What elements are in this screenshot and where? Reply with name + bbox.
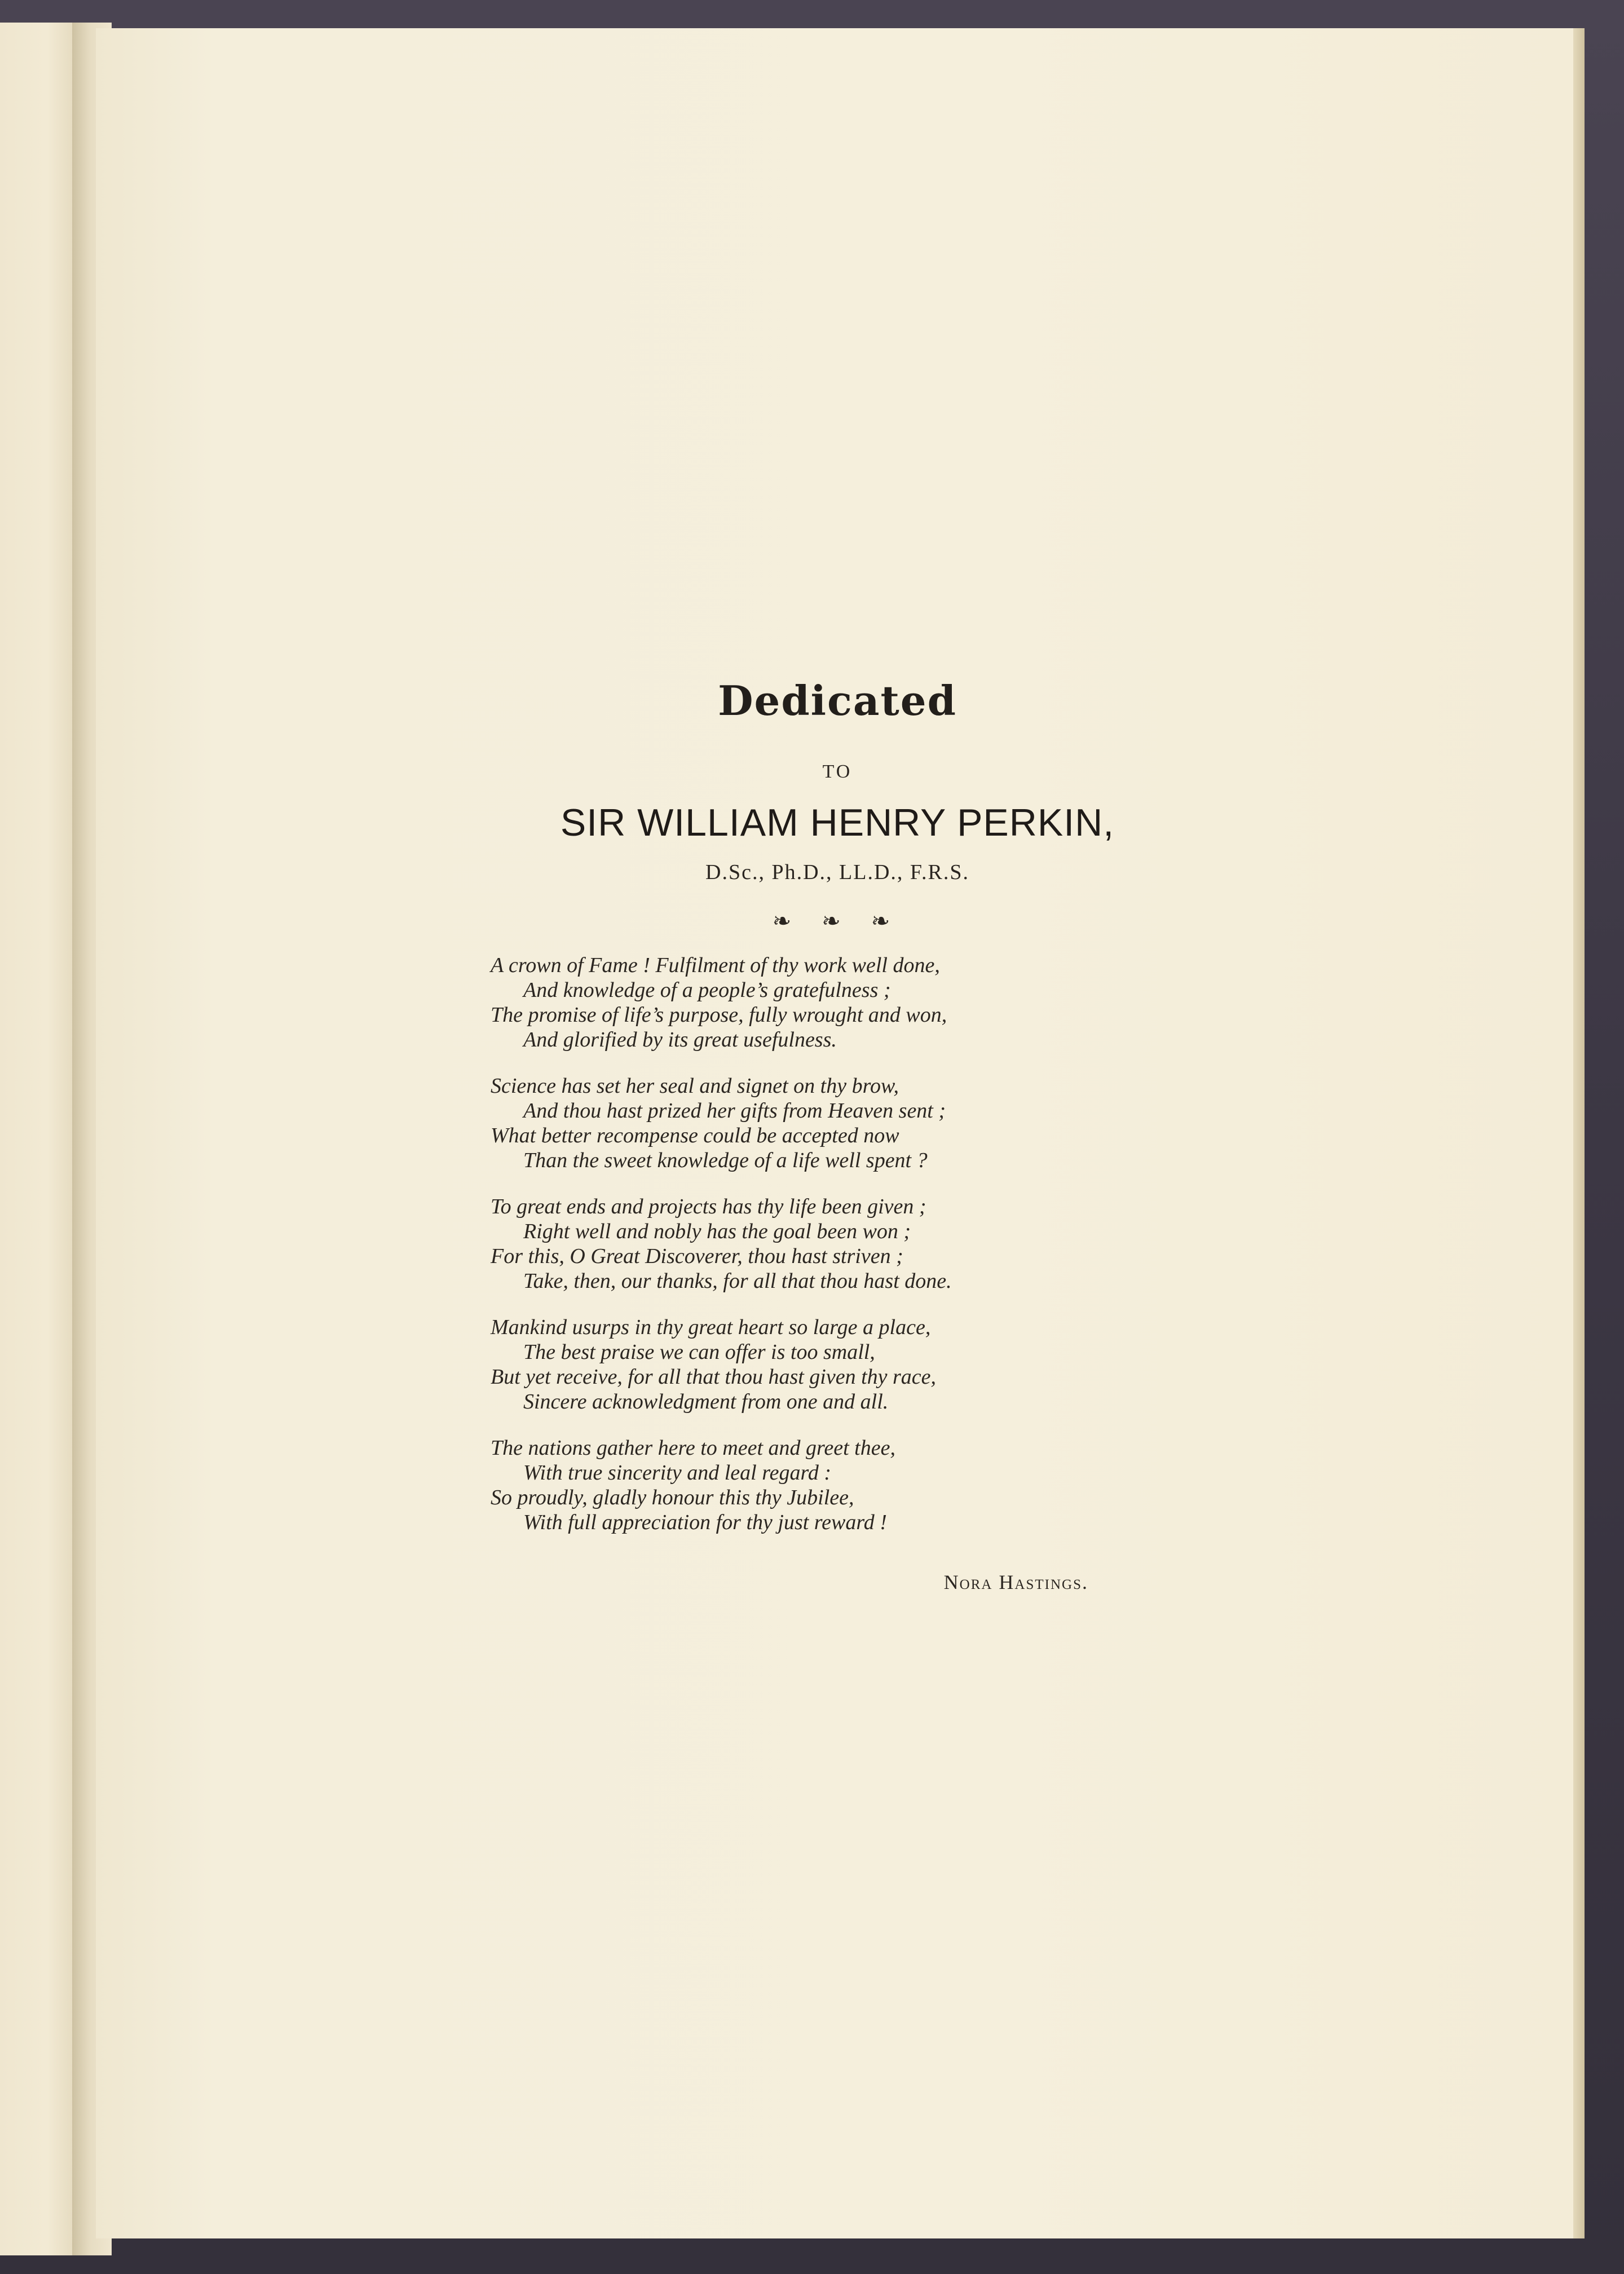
previous-page-edge bbox=[0, 23, 80, 2255]
poem-line: And thou hast prized her gifts from Heaven sent ; bbox=[523, 1099, 946, 1123]
poem-line: Science has set her seal and signet on thy brow, bbox=[491, 1074, 899, 1098]
poem-line: For this, O Great Discoverer, thou hast striven ; bbox=[491, 1244, 903, 1268]
poem-line: Than the sweet knowledge of a life well spent ? bbox=[523, 1149, 928, 1172]
poem-line: And glorified by its great usefulness. bbox=[523, 1028, 837, 1052]
poem-line: The promise of life’s purpose, fully wrought and won, bbox=[491, 1003, 947, 1027]
dedicatee-name: SIR WILLIAM HENRY PERKIN, bbox=[560, 801, 1115, 844]
poem bbox=[491, 953, 1280, 1556]
dedication-to: TO bbox=[822, 761, 853, 782]
poem-stanza bbox=[491, 1315, 1280, 1414]
poem-author: Nora Hastings. bbox=[943, 1571, 1088, 1593]
poem-stanza bbox=[491, 1194, 1280, 1293]
poem-line: The best praise we can offer is too small, bbox=[523, 1340, 875, 1364]
dedication-heading: Dedicated bbox=[718, 677, 957, 725]
poem-stanza bbox=[491, 953, 1280, 1052]
poem-stanza bbox=[491, 1436, 1280, 1535]
poem-line: With true sincerity and leal regard : bbox=[523, 1461, 831, 1485]
poem-line: Sincere acknowledgment from one and all. bbox=[523, 1390, 889, 1414]
leaf-ornament: ❧ ❧ ❧ bbox=[772, 908, 903, 934]
poem-line: So proudly, gladly honour this thy Jubilee, bbox=[491, 1486, 854, 1509]
poem-line: Right well and nobly has the goal been won ; bbox=[523, 1220, 911, 1243]
dedication-page bbox=[96, 28, 1579, 2238]
poem-line: With full appreciation for thy just reward ! bbox=[523, 1511, 887, 1534]
poem-line: Take, then, our thanks, for all that thou hast done. bbox=[523, 1269, 952, 1293]
poem-line: And knowledge of a people’s gratefulness ; bbox=[523, 978, 891, 1002]
poem-line: Mankind usurps in thy great heart so large a place, bbox=[491, 1315, 931, 1339]
dedicatee-degrees: D.Sc., Ph.D., LL.D., F.R.S. bbox=[705, 860, 969, 884]
poem-line: The nations gather here to meet and greet thee, bbox=[491, 1436, 895, 1460]
poem-stanza bbox=[491, 1074, 1280, 1173]
poem-line: A crown of Fame ! Fulfilment of thy work well done, bbox=[491, 953, 940, 977]
poem-line: But yet receive, for all that thou hast given thy race, bbox=[491, 1365, 937, 1389]
poem-line: What better recompense could be accepted now bbox=[491, 1124, 899, 1147]
poem-line: To great ends and projects has thy life been given ; bbox=[491, 1195, 926, 1218]
